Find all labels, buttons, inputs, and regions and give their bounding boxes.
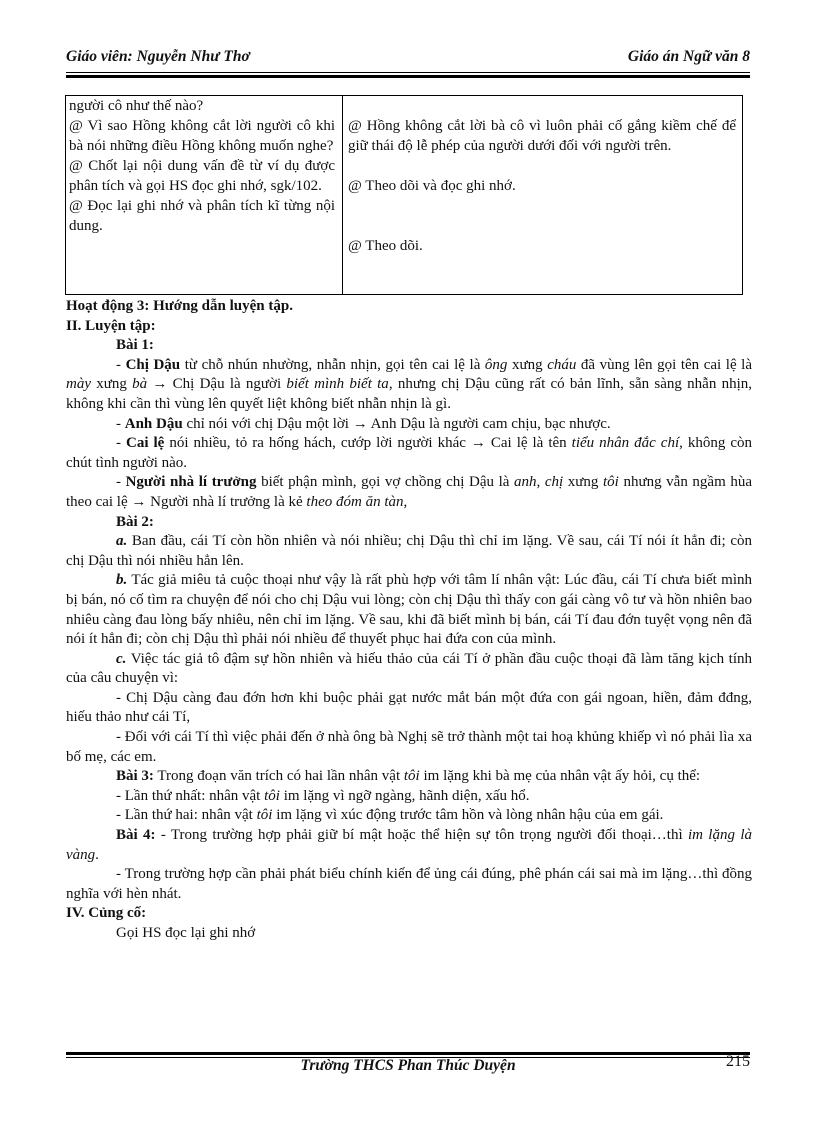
section-heading: II. Luyện tập:: [66, 317, 156, 334]
paragraph: Gọi HS đọc lại ghi nhớ: [116, 925, 256, 941]
table-cell-text: @ Hồng không cắt lời bà cô vì luôn phải cố gắng kiềm chế để giữ thái độ lễ phép của người dưới đối với người trên.: [348, 118, 736, 154]
paragraph: - Chị Dậu từ chỗ nhún nhường, nhẫn nhịn, gọi tên cai lệ là ông xưng cháu đã vùng lên gọi tên cai lệ là mày xưng bà → Chị Dậu là người biết mình biết ta, nhưng chị Dậu cũng rất có bản lĩnh, sẵn sàng nhẫn nhịn, không khi cần thì vùng lên quyết liệt không biết nhẫn nhịn là gì.: [66, 356, 753, 412]
exercise-heading: Bài 2:: [116, 513, 154, 530]
paragraph: - Trong trường hợp cần phải phát biểu chính kiến để ủng cái đúng, phê phán cái sai mà im lặng…thì đồng nghĩa với hèn nhát.: [66, 866, 752, 902]
header-rule-thick: [66, 75, 750, 78]
teacher-activity-column: [69, 96, 335, 236]
paragraph: Bài 4: - Trong trường hợp phải giữ bí mật hoặc thể hiện sự tôn trọng người đối thoại…thì im lặng là vàng.: [66, 827, 752, 863]
paragraph: a. Ban đầu, cái Tí còn hồn nhiên và nói nhiều; chị Dậu thì chỉ im lặng. Về sau, cái Tí nói ít hẳn đi; còn chị Dậu thì nói nhiều hẳn lên.: [66, 533, 752, 569]
paragraph: c. Việc tác giả tô đậm sự hồn nhiên và hiếu thảo của cái Tí ở phần đầu cuộc thoại đã làm tăng kịch tính của câu chuyện vì:: [66, 650, 752, 687]
paragraph: - Anh Dậu chỉ nói với chị Dậu một lời → Anh Dậu là người cam chịu, bạc nhược.: [116, 415, 611, 432]
footer-school: Trường THCS Phan Thúc Duyện: [300, 1057, 516, 1074]
subject-title: Giáo án Ngữ văn 8: [627, 48, 750, 65]
paragraph: - Cai lệ nói nhiều, tỏ ra hống hách, cướp lời người khác → Cai lệ là tên tiểu nhân đắc chí, không còn chút tình người nào.: [66, 435, 752, 471]
teacher-name: Giáo viên: Nguyễn Như Thơ: [66, 48, 250, 65]
paragraph: - Chị Dậu càng đau đớn hơn khi buộc phải gạt nước mắt bán một đứa con gái ngoan, hiền, đảm đđng, hiếu thảo như cái Tí,: [66, 689, 752, 726]
activity-heading: Hoạt động 3: Hướng dẫn luyện tập.: [66, 298, 293, 314]
table-divider: [342, 96, 343, 294]
paragraph: Bài 3: Trong đoạn văn trích có hai lần nhân vật tôi im lặng khi bà mẹ của nhân vật ấy hỏi, cụ thể:: [116, 768, 701, 785]
page-number: 215: [726, 1053, 750, 1070]
table-cell-text: người cô như thế nào?: [69, 98, 204, 114]
table-cell-text: @ Theo dõi.: [348, 238, 423, 254]
lesson-table: [65, 95, 743, 295]
table-cell-text: @ Vì sao Hồng không cắt lời người cô khi bà nói những điều Hồng không muốn nghe?: [69, 118, 335, 154]
table-cell-text: @ Chốt lại nội dung vấn đề từ ví dụ được phân tích và gọi HS đọc ghi nhớ, sgk/102.: [69, 158, 335, 194]
table-cell-text: @ Theo dõi và đọc ghi nhớ.: [348, 178, 516, 194]
footer-rule-thick: [66, 1052, 750, 1055]
paragraph: b. Tác giả miêu tả cuộc thoại như vậy là rất phù hợp với tâm lí nhân vật: Lúc đầu, cái Tí chưa biết mình bị bán, nó cố tìm ra chuyện để nói cho chị Dậu vui lòng; còn chị Dậu thì thấy con gái càng vô tư và hồn nhiên bao nhiêu càng đau lòng bấy nhiêu, nên chỉ im lặng. Về sau, khi đã biết mình bị bán, cái Tí đau đớn tuyệt vọng nên đã nói ít hẳn đi; còn chị Dậu thì phải nói nhiều để thuyết phục hai đứa con của mình.: [66, 572, 752, 648]
lesson-body: [66, 297, 752, 944]
table-cell-text: @ Đọc lại ghi nhớ và phân tích kĩ từng nội dung.: [69, 198, 335, 234]
paragraph: - Lần thứ nhất: nhân vật tôi im lặng vì ngỡ ngàng, hãnh diện, xấu hổ.: [116, 787, 530, 804]
exercise-heading: Bài 1:: [116, 337, 154, 354]
header-rule-thin: [66, 72, 750, 73]
paragraph: - Đối với cái Tí thì việc phải đến ở nhà ông bà Nghị sẽ trở thành một tai hoạ khủng khiếp vì nó phải lìa xa bố mẹ, các em.: [66, 729, 752, 765]
paragraph: - Lần thứ hai: nhân vật tôi im lặng vì xúc động trước tâm hồn và lòng nhân hậu của em gái.: [116, 807, 664, 824]
page-header: [66, 48, 750, 70]
paragraph: - Người nhà lí trưởng biết phận mình, gọi vợ chồng chị Dậu là anh, chị xưng tôi nhưng vẫn ngầm hùa theo cai lệ → Người nhà lí trưởng là kẻ theo đóm ăn tàn,: [66, 474, 752, 510]
section-heading: IV. Củng cố:: [66, 905, 147, 922]
student-activity-column: [348, 116, 736, 256]
